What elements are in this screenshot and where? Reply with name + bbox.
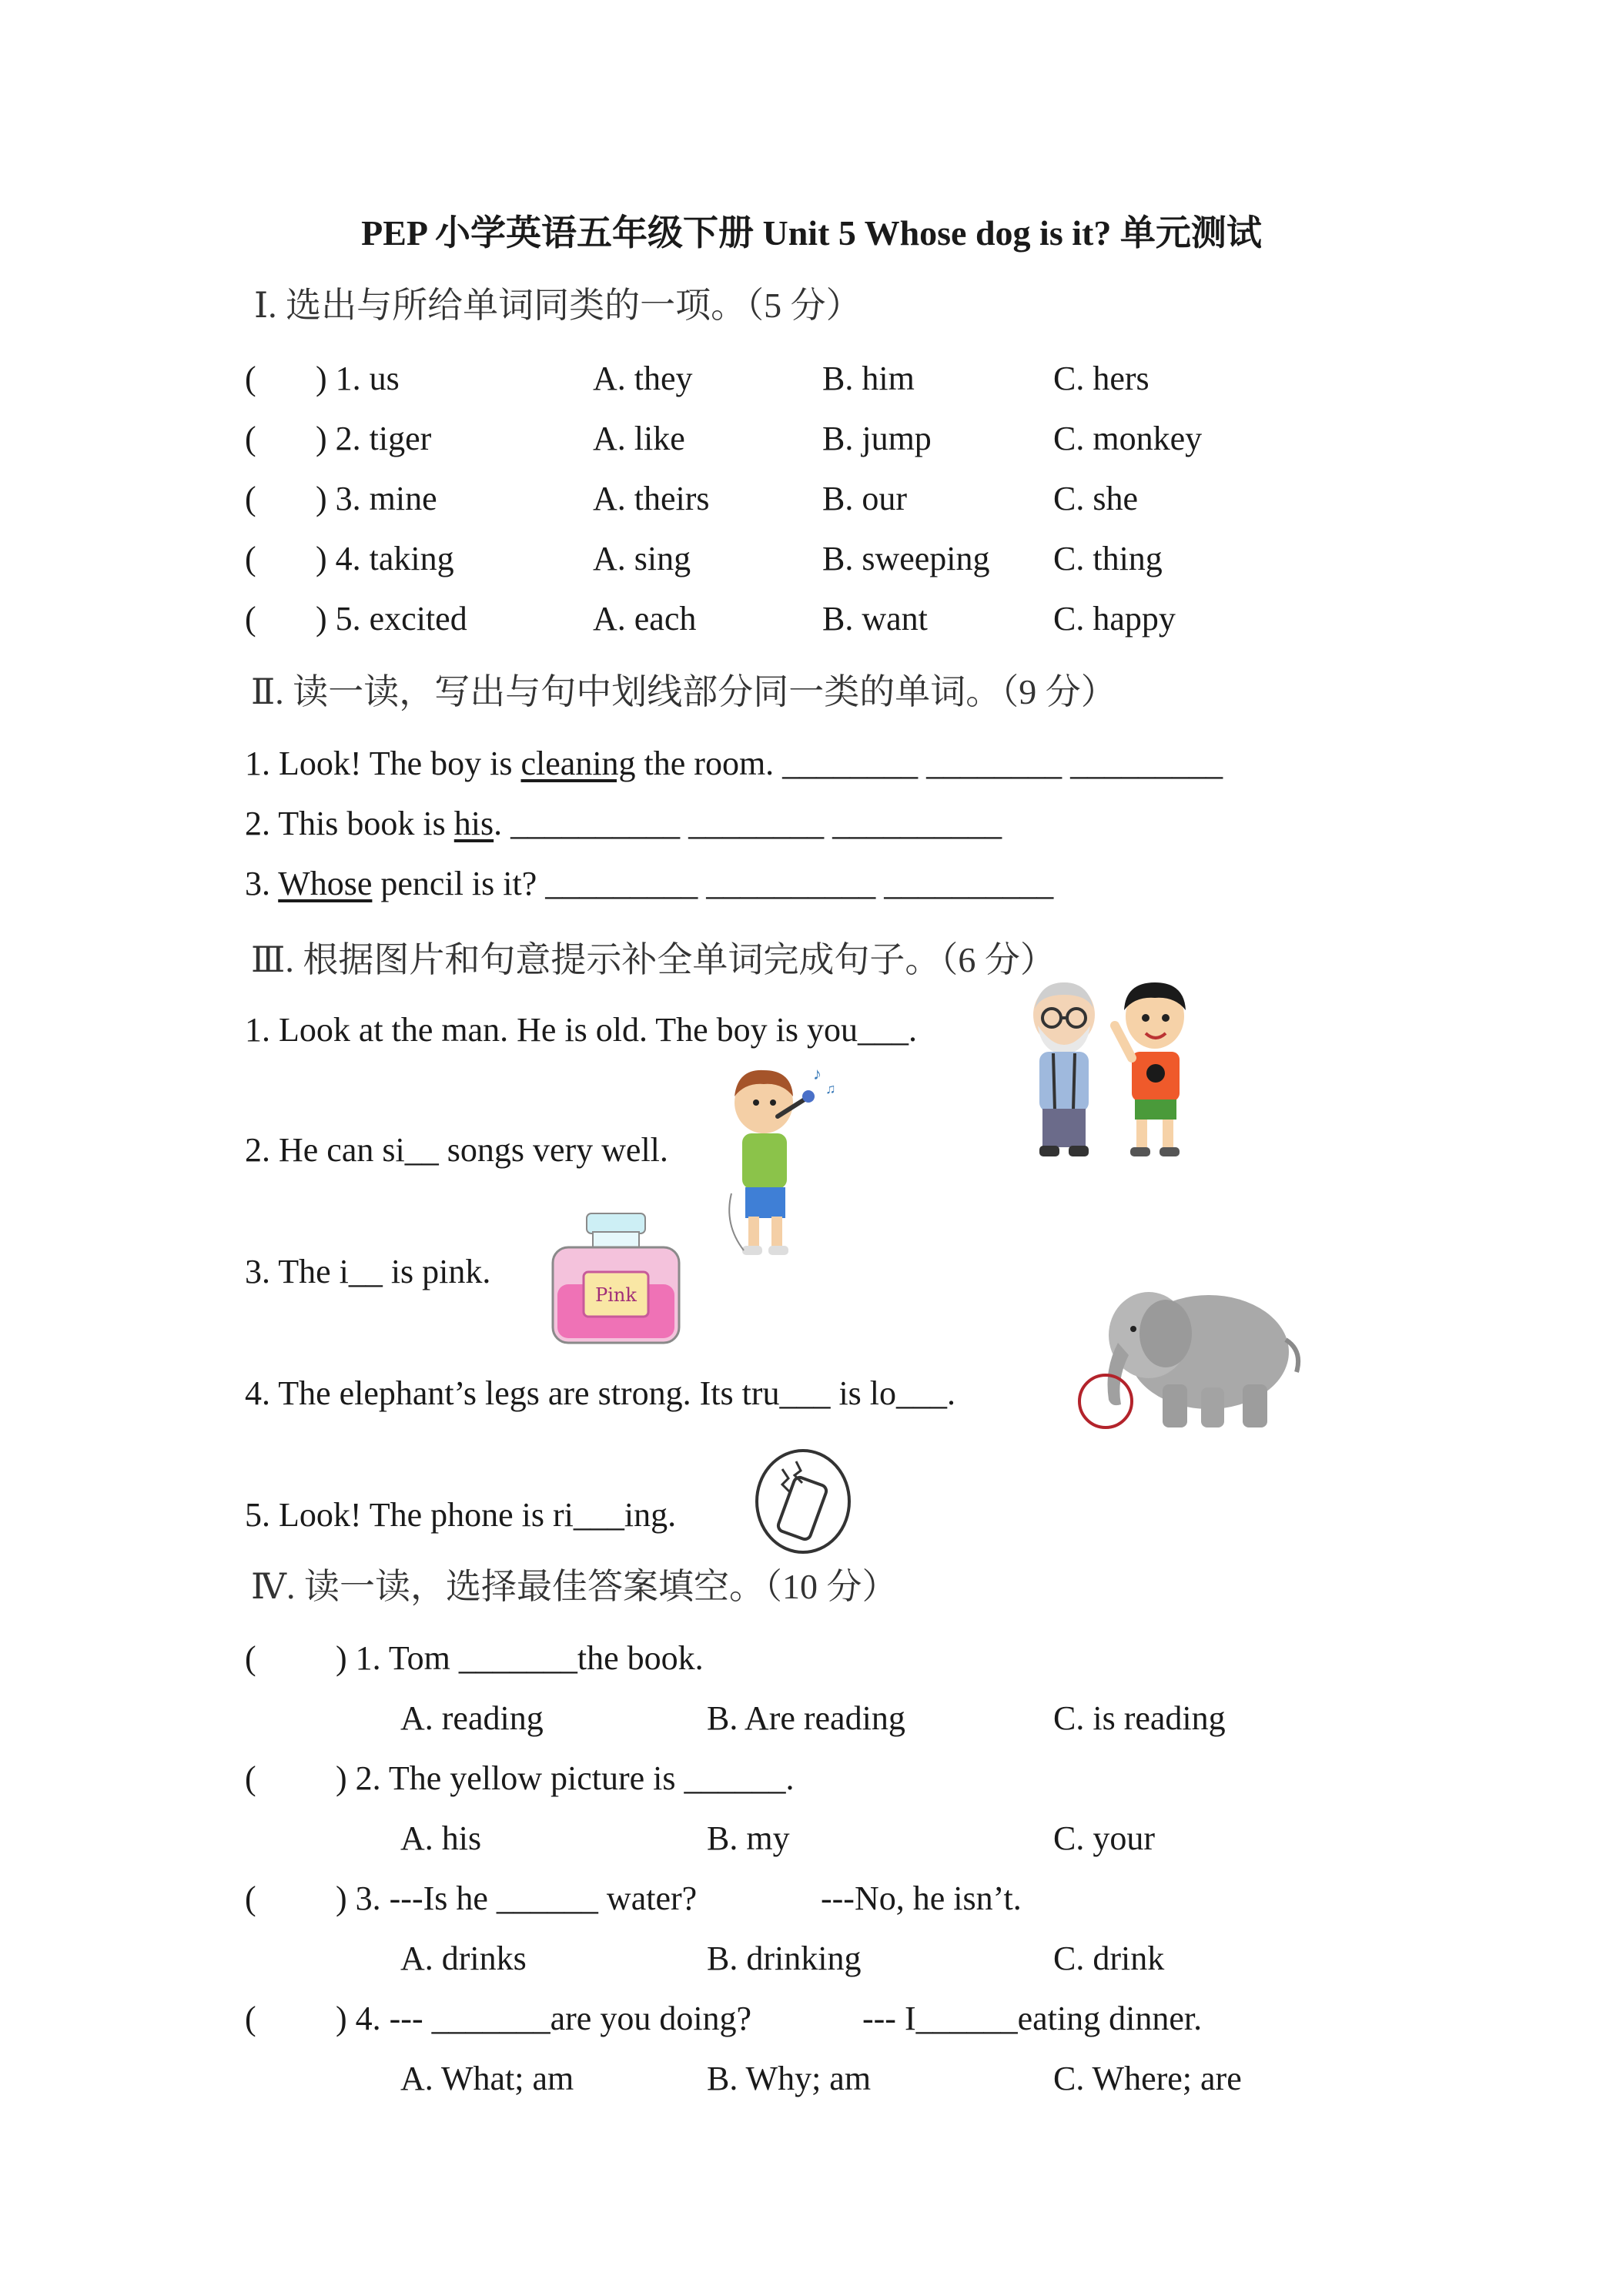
underlined-word: cleaning [520,745,636,782]
phone-ringing-icon [751,1448,855,1555]
underlined-word: his [453,805,494,842]
option-a: A. reading [400,1699,544,1737]
option-a: A. they [593,360,693,397]
answer-paren[interactable]: ( [245,540,256,577]
answer-paren[interactable]: ( [245,1639,256,1677]
answer-paren[interactable]: ( [245,2000,256,2037]
option-b: B. drinking [707,1940,862,1977]
sentence-text: 3. [245,865,279,902]
answer-blanks[interactable]: pencil is it? _________ __________ __________ [372,865,1054,902]
option-c: C. is reading [1053,1699,1226,1737]
picture-sentence-3[interactable]: 3. The i__ is pink. [245,1253,491,1290]
section-2-item [245,804,1002,843]
answer-paren[interactable]: ( [245,1759,256,1797]
option-a: A. his [400,1819,482,1857]
option-a: A. like [593,420,685,457]
question-text[interactable]: ) 3. ---Is he ______ water? [336,1879,698,1917]
response-text: ---No, he isn’t. [821,1879,1022,1917]
ink-label: Pink [595,1284,637,1306]
ink-bottle-illustration [547,1210,685,1349]
question-word: ) 4. taking [316,540,454,577]
svg-text:♪: ♪ [813,1064,822,1083]
option-b: B. sweeping [822,540,990,577]
answer-paren[interactable]: ( [245,480,256,517]
elephant-illustration [1078,1269,1309,1438]
question-word: ) 1. us [316,360,400,397]
picture-sentence-1[interactable]: 1. Look at the man. He is old. The boy is you___. [245,1011,917,1049]
picture-sentence-2[interactable]: 2. He can si__ songs very well. [245,1131,668,1169]
question-text[interactable]: ) 4. --- _______are you doing? [336,2000,752,2037]
option-a: A. sing [593,540,691,577]
section-1-heading: Ⅰ. 选出与所给单词同类的一项。（5 分） [254,286,862,325]
answer-paren[interactable]: ( [245,600,256,638]
answer-blanks[interactable]: . __________ ________ __________ [494,805,1002,842]
option-b: B. our [822,480,907,517]
sentence-text: 1. Look! The boy is [245,745,521,782]
option-b: B. Are reading [707,1699,905,1737]
option-c: C. drink [1053,1940,1165,1977]
question-text[interactable]: ) 1. Tom _______the book. [336,1639,704,1677]
option-b: B. want [822,600,928,638]
question-word: ) 3. mine [316,480,437,517]
picture-sentence-5[interactable]: 5. Look! The phone is ri___ing. [245,1496,677,1534]
option-c: C. she [1053,480,1138,517]
section-2-heading: Ⅱ. 读一读，写出与句中划线部分同一类的单词。（9 分） [251,672,1116,711]
sentence-text: 2. This book is [245,805,454,842]
singing-boy-illustration [716,1063,839,1263]
old-man-and-boy-illustration [1016,978,1209,1170]
answer-paren[interactable]: ( [245,360,256,397]
trunk-highlight-circle [1079,1375,1132,1427]
response-text[interactable]: --- I______eating dinner. [862,2000,1203,2037]
option-c: C. your [1053,1819,1155,1857]
section-4-heading: Ⅳ. 读一读，选择最佳答案填空。（10 分） [251,1567,898,1606]
answer-paren[interactable]: ( [245,1879,256,1917]
option-b: B. Why; am [707,2060,872,2097]
question-word: ) 2. tiger [316,420,432,457]
question-word: ) 5. excited [316,600,467,638]
option-b: B. my [707,1819,790,1857]
option-b: B. jump [822,420,932,457]
option-c: C. thing [1053,540,1163,577]
option-a: A. drinks [400,1940,527,1977]
option-c: C. happy [1053,600,1176,638]
svg-text:♫: ♫ [825,1081,836,1096]
option-a: A. each [593,600,697,638]
option-b: B. him [822,360,915,397]
question-text[interactable]: ) 2. The yellow picture is ______. [336,1759,795,1797]
answer-paren[interactable]: ( [245,420,256,457]
option-a: A. theirs [593,480,710,517]
section-2-item [245,744,1223,783]
option-c: C. hers [1053,360,1149,397]
answer-blanks[interactable]: the room. ________ ________ _________ [635,745,1223,782]
page-title: PEP 小学英语五年级下册 Unit 5 Whose dog is it? 单元测试 [361,213,1262,253]
option-c: C. monkey [1053,420,1203,457]
option-a: A. What; am [400,2060,574,2097]
option-c: C. Where; are [1053,2060,1242,2097]
section-2-item [245,864,1053,903]
section-3-heading: Ⅲ. 根据图片和句意提示补全单词完成句子。（6 分） [251,940,1056,979]
underlined-word: Whose [278,865,373,902]
picture-sentence-4[interactable]: 4. The elephant’s legs are strong. Its tru___ is lo___. [245,1374,956,1412]
